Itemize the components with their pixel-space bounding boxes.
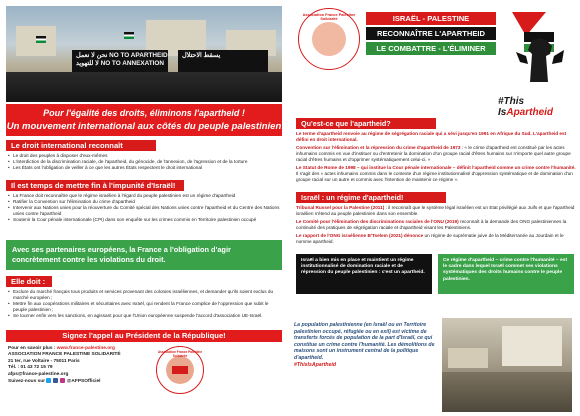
quote-hashtag: #ThisIsApartheid (294, 361, 337, 368)
impunity-list (8, 193, 280, 223)
section-heading-israel: Israël : un régime d'apartheid! (296, 192, 446, 203)
org-name: ASSOCIATION FRANCE PALESTINE SOLIDARITÉ (8, 352, 121, 358)
israel-text (296, 205, 576, 247)
green-callout: Avec ses partenaires européens, la France a l'obligation d'agir concrètement contre les violations du droit. (6, 240, 282, 270)
phone: Tél. : 01 43 72 15 79 (8, 365, 53, 371)
slogan-line-1: Pour l'égalité des droits, éliminons l'apartheid ! (43, 108, 245, 118)
hashtag-line-3: Apartheid (506, 107, 554, 118)
paragraph-body: reconnaît à la demande des ONG palestiniennes la continuité des pratiques de ségrégation raciale et d'apartheid visant les Palestiniens. (296, 219, 567, 230)
fist-breaking-wall-icon (506, 10, 570, 84)
list-item: • Ratifier la Convention sur l'élimination du crime d'apartheid (8, 199, 280, 205)
stamp-ring-text: Association France Palestine Solidarité (157, 350, 203, 358)
section-heading-international-law: Le droit international reconnaît (6, 140, 156, 151)
hashtag-line-2: Is (498, 107, 507, 118)
what-is-paragraph-1: Le terme d'apartheid renvoie au régime de ségrégation raciale qui a sévi jusqu'en 1991 en Afrique du Sud. L'apartheid est défini en droit international. (296, 131, 567, 142)
list-item: • Les États ont l'obligation de veiller à ce que les autres États respectent le droit international (8, 165, 280, 171)
crowd (6, 72, 282, 102)
what-is-text (296, 131, 576, 185)
paragraph-lead: Le rapport de l'ONG israélienne B'Tselem (2021) dénonce (296, 233, 424, 238)
hashtag-logo (498, 96, 578, 118)
section-heading-impunity: Il est temps de mettre fin à l'impunité d'Israël! (6, 180, 184, 191)
title-line-1: ISRAËL - PALESTINE (366, 12, 496, 25)
email-link[interactable]: afps@france-palestine.org (8, 371, 69, 377)
banner-line: ﻳﺴﻘﻂ الاحتلال (182, 52, 221, 59)
title-block (366, 12, 496, 57)
israel-paragraph-1 (296, 205, 576, 217)
instagram-icon[interactable] (60, 378, 65, 383)
list-item: • Se tourner enfin vers les sanctions, en agissant pour que l'Union européenne suspende l'accord d'association UE-Israël. (8, 313, 280, 319)
map-icon (166, 356, 194, 384)
section-heading-what-is: Qu'est-ce que l'apartheid? (296, 118, 436, 129)
paragraph-lead: Le Comité pour l'élimination des discriminations raciales de l'ONU (2019) (296, 219, 459, 224)
quote-text: La population palestinienne (en Israël ou en Territoire palestinien occupé, réfugiée ou en exil) est victime de transferts forcés de population de la part d'Israël, ce qui constitue un crime contre l'humanité. Les démolitions de maisons sont un instrument central de la politique d'apartheid. (294, 322, 435, 361)
israel-paragraph-2 (296, 219, 576, 231)
social-handle: @AFPSOfficiel (66, 378, 101, 384)
green-callout: Ce régime d'apartheid – crime contre l'humanité – est le cadre dans lequel Israël commet ses violations systématiques des droits humains contre le peuple palestinien. (438, 254, 574, 294)
list-item: • Exclure du marché français tous produits et services provenant des colonies israéliennes, et demander qu'ils soient exclus du marché européen ; (8, 289, 280, 301)
paragraph-body: : « le crime d'apartheid est constitué par les actes inhumains commis en vue d'instituer ou d'entretenir la domination d'un groupe racial d'êtres humains sur n'importe quel autre groupe racial d'êtres humains et d'opprimer systématiquement celui-ci. » (296, 145, 571, 162)
sign-appeal-banner[interactable]: Signez l'appel au Président de la République! (6, 330, 282, 342)
paragraph-lead: Convention sur l'élimination et la répression du crime d'apartheid de 1973 (296, 145, 461, 150)
association-stamp-logo (156, 346, 204, 394)
flag-icon (36, 36, 46, 43)
hashtag-line-1: #This (498, 96, 525, 107)
paragraph-body: Il s'agit des « actes inhumains commis dans le contexte d'un régime institutionnalisé d'oppression systématique et de domination d'un groupe racial sur un autre et commis avec l'intention de maintenir ce régime ». (296, 171, 573, 182)
twitter-icon[interactable] (46, 378, 51, 383)
section-heading-duty: Elle doit : (6, 276, 52, 287)
list-item: • Le droit des peuples à disposer d'eux-mêmes (8, 153, 280, 159)
facebook-icon[interactable] (53, 378, 58, 383)
address: 21 ter, rue Voltaire - 75011 Paris (8, 358, 80, 364)
flag-badge-icon (172, 366, 188, 374)
banner-line: ﻧﺤﻦ ﻻ ﻧﻌﻤﻞ NO TO APARTHEID (76, 52, 168, 59)
left-panel (0, 0, 286, 416)
paragraph-body: un régime de suprématie juive de la Méditerranée au Jourdain et le nomme apartheid. (296, 233, 564, 244)
paragraph-lead: Le Statut de Rome de 1998 – qui institue la Cour pénale internationale – définit l'apartheid comme un crime contre l'humanité. (296, 165, 576, 170)
list-item: • Mettre fin aux coopérations militaires et sécuritaires avec Israël, qui rendent la France complice de l'oppression que subit le peuple palestinien ; (8, 301, 280, 313)
international-law-list (8, 153, 280, 171)
slogan-line-2: Un mouvement international aux côtés du peuple palestinien (6, 121, 282, 132)
dark-callout: Israël a bien mis en place et maintient un régime institutionnalisé de domination raciale et de répression du peuple palestinien : c'est un apartheid. (296, 254, 432, 294)
israel-paragraph-3 (296, 233, 576, 245)
title-line-2: RECONNAÎTRE L'APARTHEID (366, 27, 496, 40)
contact-block (8, 346, 158, 385)
list-item: • Soutenir la Cour pénale internationale (CPI) dans son enquête sur les crimes commis en Territoire palestinien occupé (8, 217, 280, 223)
duty-list (8, 289, 280, 319)
map-icon (312, 22, 346, 56)
list-item: • La France doit reconnaître que le régime israélien à l'égard du peuple palestinien est un régime d'apartheid (8, 193, 280, 199)
flag-icon (124, 32, 134, 39)
what-is-paragraph-2 (296, 145, 576, 163)
title-line-3: LE COMBATTRE - L'ÉLIMINER (366, 42, 496, 55)
website-link[interactable]: www.france-palestine.org (56, 346, 115, 351)
social-line (8, 378, 158, 385)
follow-label: Suivez-nous sur (8, 378, 46, 384)
list-item: • Intervenir aux Nations unies pour la réouverture du Comité spécial des Nations unies contre l'apartheid et du Centre des Nations unies contre l'apartheid (8, 205, 280, 217)
quote-block (294, 322, 440, 368)
banner-line: ﻻ ﻟﻠﺘﻬﻮﻳﺪ NO TO ANNEXATION (76, 60, 165, 67)
demolished-house-photo (442, 318, 572, 412)
more-info-label: Pour en savoir plus : (8, 346, 57, 351)
paragraph-lead: Tribunal Russel pour la Palestine (2011) (296, 205, 385, 210)
right-panel (292, 0, 580, 416)
list-item: • L'interdiction de la discrimination raciale, de l'apartheid, du génocide, de l'annexion, de l'agression et de la torture (8, 159, 280, 165)
association-logo (298, 8, 360, 70)
slogan-banner (6, 104, 282, 136)
protest-photo (6, 6, 282, 102)
logo-ring-text: Association France Palestine Solidarité (302, 13, 356, 21)
what-is-paragraph-3 (296, 165, 576, 183)
social-icons (46, 378, 65, 383)
paragraph-body: : il reconnaît que le système légal israélien est un Etat privilégié aux Juifs et que l'apartheid israélien s'étend au peuple palestinien dans son ensemble. (296, 205, 575, 216)
